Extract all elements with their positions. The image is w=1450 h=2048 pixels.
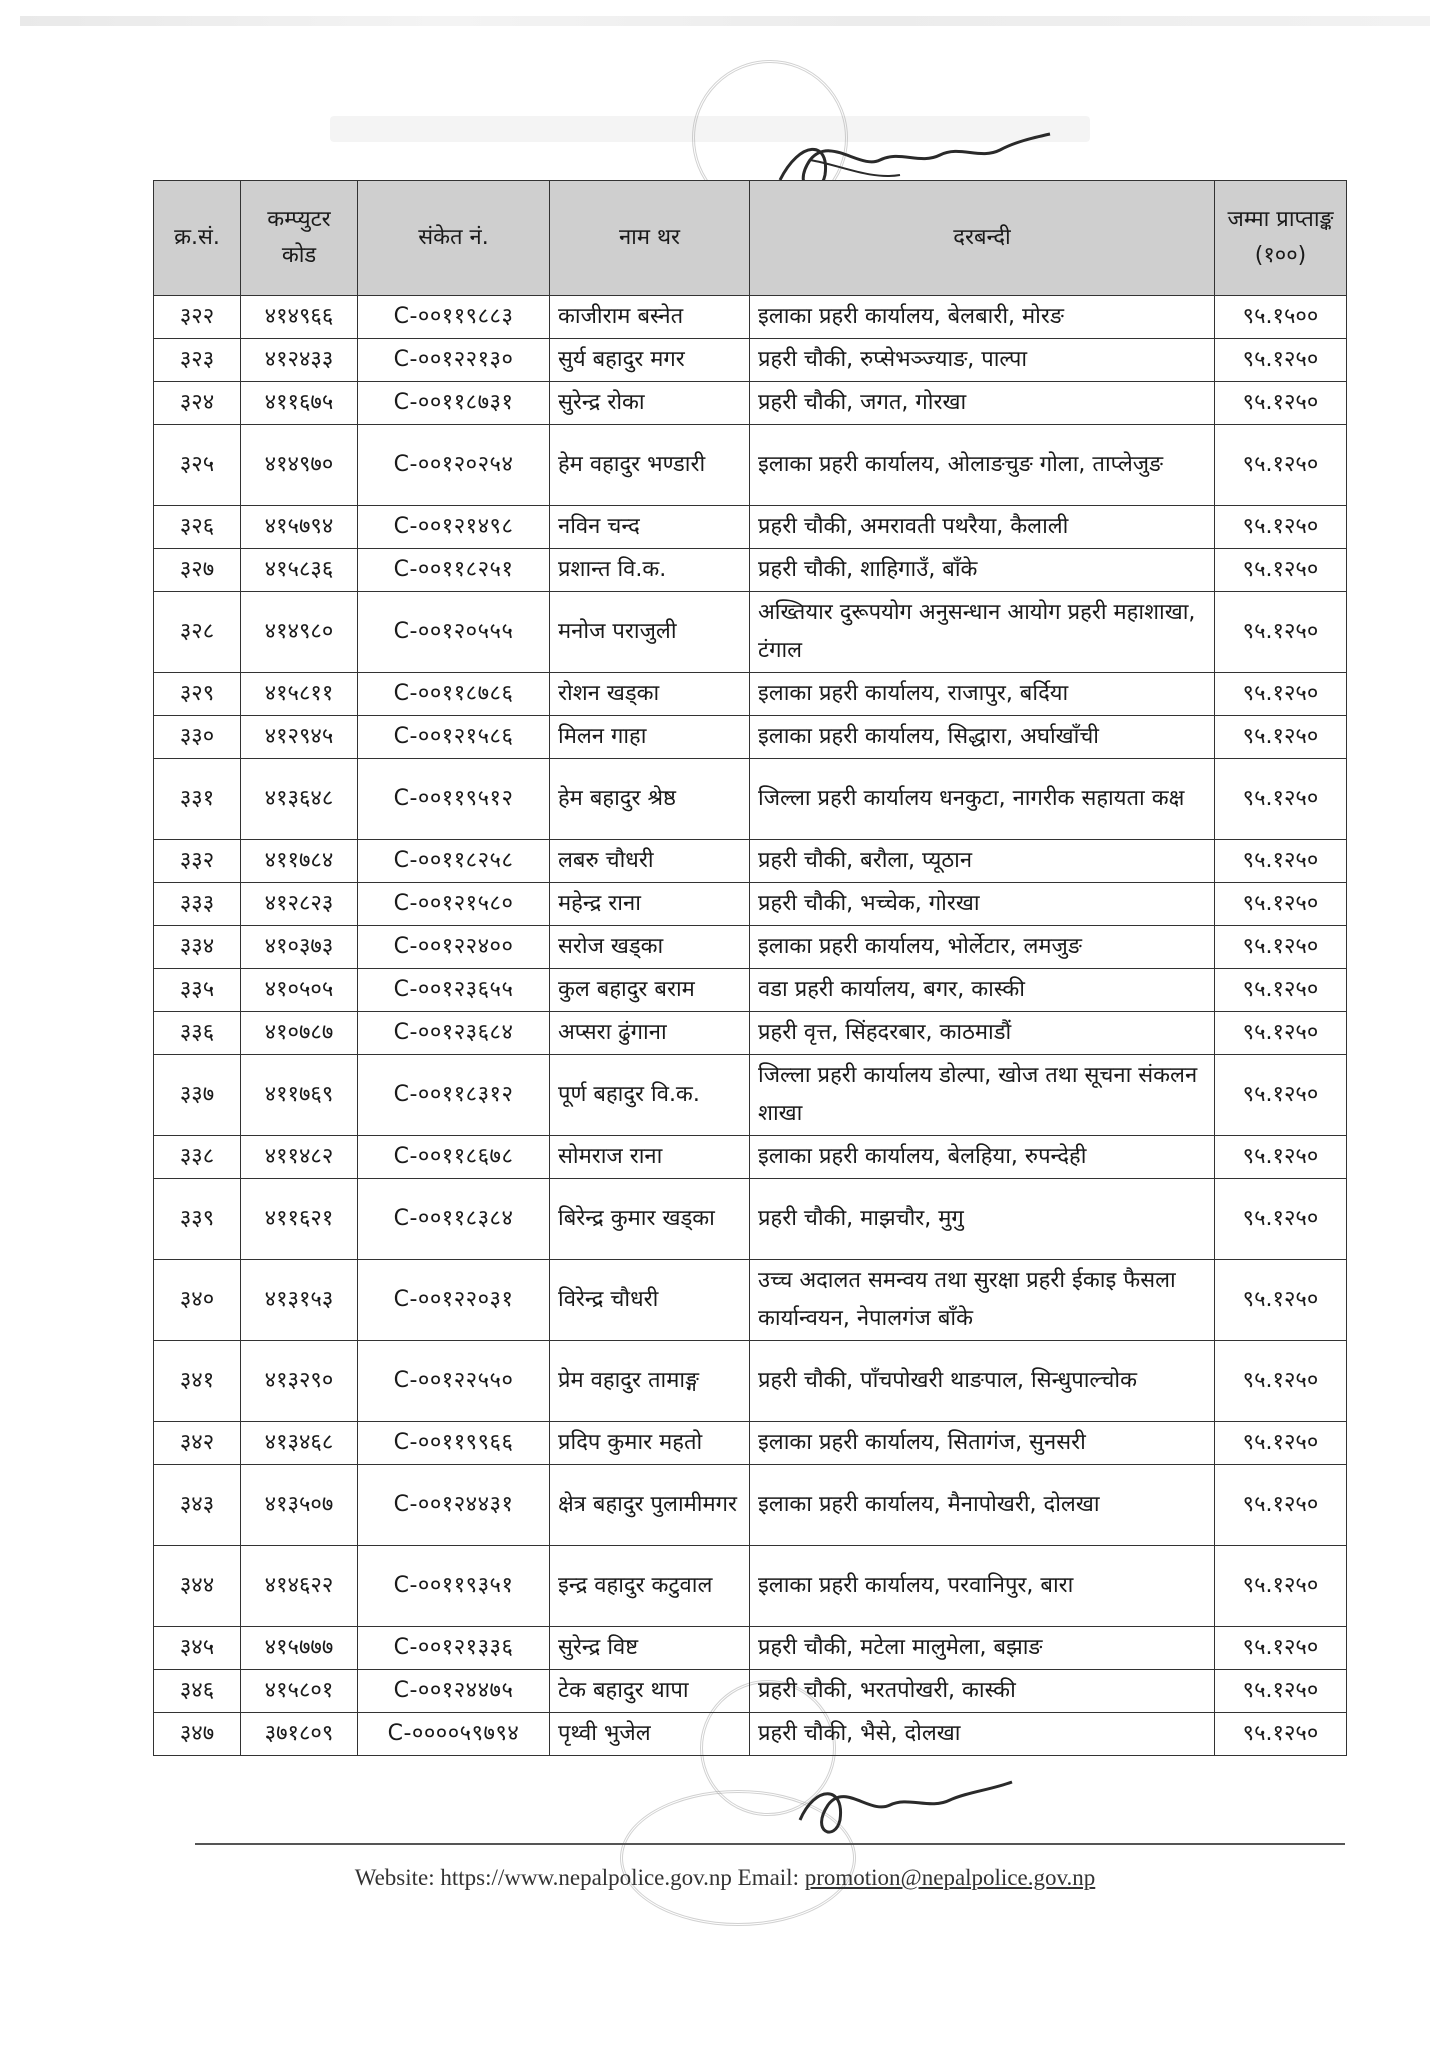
cell-total-marks: ९५.१२५० [1215,1713,1347,1756]
table-row [154,1670,1347,1713]
cell-symbol-no: C-००११९३५१ [358,1546,550,1627]
cell-computer-code: ४११७८४ [241,840,358,883]
table-row [154,339,1347,382]
cell-posting: प्रहरी चौकी, भैसे, दोलखा [750,1713,1215,1756]
footer-divider [195,1843,1345,1845]
cell-sn: ३३९ [154,1179,241,1260]
table-row [154,1341,1347,1422]
cell-name: मिलन गाहा [550,716,750,759]
cell-sn: ३४० [154,1260,241,1341]
table-row [154,425,1347,506]
cell-sn: ३४२ [154,1422,241,1465]
cell-computer-code: ४१२४३३ [241,339,358,382]
col-header-posting: दरबन्दी [750,181,1215,296]
faded-heading [330,116,1090,142]
cell-posting: प्रहरी चौकी, भरतपोखरी, कास्की [750,1670,1215,1713]
table-row [154,1055,1347,1136]
cell-total-marks: ९५.१२५० [1215,926,1347,969]
cell-posting: प्रहरी वृत्त, सिंहदरबार, काठमाडौं [750,1012,1215,1055]
office-stamp-icon [620,1790,856,1926]
cell-symbol-no: C-००१२०५५५ [358,592,550,673]
cell-symbol-no: C-००१२२५५० [358,1341,550,1422]
cell-sn: ३३२ [154,840,241,883]
cell-sn: ३२२ [154,296,241,339]
cell-name: क्षेत्र बहादुर पुलामीमगर [550,1465,750,1546]
cell-total-marks: ९५.१२५० [1215,840,1347,883]
cell-total-marks: ९५.१२५० [1215,883,1347,926]
cell-computer-code: ४१३१५३ [241,1260,358,1341]
cell-sn: ३३७ [154,1055,241,1136]
cell-name: प्रेम वहादुर तामाङ्ग [550,1341,750,1422]
cell-computer-code: ३७१८०९ [241,1713,358,1756]
cell-posting: इलाका प्रहरी कार्यालय, ओलाङचुङ गोला, ताप्लेजुङ [750,425,1215,506]
cell-total-marks: ९५.१२५० [1215,1465,1347,1546]
cell-sn: ३४३ [154,1465,241,1546]
table-row [154,1465,1347,1546]
table-row [154,592,1347,673]
cell-symbol-no: C-००१२४४३१ [358,1465,550,1546]
cell-posting: प्रहरी चौकी, बरौला, प्यूठान [750,840,1215,883]
cell-computer-code: ४१३६४८ [241,759,358,840]
cell-computer-code: ४१०५०५ [241,969,358,1012]
cell-sn: ३४१ [154,1341,241,1422]
cell-posting: इलाका प्रहरी कार्यालय, राजापुर, बर्दिया [750,673,1215,716]
cell-sn: ३३० [154,716,241,759]
cell-name: मनोज पराजुली [550,592,750,673]
cell-name: लबरु चौधरी [550,840,750,883]
cell-sn: ३२४ [154,382,241,425]
cell-computer-code: ४१५७७७ [241,1627,358,1670]
cell-total-marks: ९५.१२५० [1215,382,1347,425]
table-row [154,382,1347,425]
cell-sn: ३४७ [154,1713,241,1756]
cell-symbol-no: C-००१२२०३१ [358,1260,550,1341]
cell-sn: ३२७ [154,549,241,592]
cell-symbol-no: C-००११८७३१ [358,382,550,425]
table-row [154,1012,1347,1055]
cell-symbol-no: C-००११८२५१ [358,549,550,592]
cell-name: नविन चन्द [550,506,750,549]
cell-name: टेक बहादुर थापा [550,1670,750,1713]
cell-posting: उच्च अदालत समन्वय तथा सुरक्षा प्रहरी ईकाइ फैसला कार्यान्वयन, नेपालगंज बाँके [750,1260,1215,1341]
cell-total-marks: ९५.१२५० [1215,549,1347,592]
cell-computer-code: ४१०३७३ [241,926,358,969]
cell-name: रोशन खड्का [550,673,750,716]
cell-computer-code: ४१४९८० [241,592,358,673]
cell-total-marks: ९५.१२५० [1215,592,1347,673]
cell-sn: ३४६ [154,1670,241,1713]
cell-posting: इलाका प्रहरी कार्यालय, बेलबारी, मोरङ [750,296,1215,339]
cell-total-marks: ९५.१२५० [1215,1179,1347,1260]
cell-symbol-no: C-००१२२४०० [358,926,550,969]
cell-symbol-no: C-००१२१५८० [358,883,550,926]
cell-symbol-no: C-००१२१३३६ [358,1627,550,1670]
cell-posting: प्रहरी चौकी, अमरावती पथरैया, कैलाली [750,506,1215,549]
cell-sn: ३३५ [154,969,241,1012]
table-row [154,759,1347,840]
cell-total-marks: ९५.१२५० [1215,1627,1347,1670]
cell-posting: अख्तियार दुरूपयोग अनुसन्धान आयोग प्रहरी महाशाखा, टंगाल [750,592,1215,673]
cell-name: प्रदिप कुमार महतो [550,1422,750,1465]
cell-symbol-no: C-००११९९६६ [358,1422,550,1465]
cell-computer-code: ४१४९७० [241,425,358,506]
cell-total-marks: ९५.१२५० [1215,716,1347,759]
cell-computer-code: ४१३५०७ [241,1465,358,1546]
cell-computer-code: ४१३४६८ [241,1422,358,1465]
cell-computer-code: ४१५८३६ [241,549,358,592]
cell-computer-code: ४१३२९० [241,1341,358,1422]
table-row [154,549,1347,592]
cell-name: सरोज खड्का [550,926,750,969]
cell-symbol-no: C-००११८७८६ [358,673,550,716]
cell-posting: प्रहरी चौकी, भच्चेक, गोरखा [750,883,1215,926]
cell-name: काजीराम बस्नेत [550,296,750,339]
cell-computer-code: ४१२९४५ [241,716,358,759]
cell-posting: प्रहरी चौकी, माझचौर, मुगु [750,1179,1215,1260]
table-row [154,926,1347,969]
cell-total-marks: ९५.१२५० [1215,1012,1347,1055]
cell-sn: ३४४ [154,1546,241,1627]
signature-icon [790,1770,1020,1850]
table-row [154,673,1347,716]
cell-sn: ३४५ [154,1627,241,1670]
email-label: Email: [737,1865,799,1890]
table-row [154,1546,1347,1627]
results-table [153,180,1347,1756]
table-row [154,716,1347,759]
table-row [154,840,1347,883]
cell-sn: ३२६ [154,506,241,549]
cell-name: हेम वहादुर भण्डारी [550,425,750,506]
cell-name: सोमराज राना [550,1136,750,1179]
cell-computer-code: ४१२८२३ [241,883,358,926]
cell-posting: इलाका प्रहरी कार्यालय, बेलहिया, रुपन्देही [750,1136,1215,1179]
cell-posting: इलाका प्रहरी कार्यालय, सिद्धारा, अर्घाखाँची [750,716,1215,759]
cell-computer-code: ४१५८११ [241,673,358,716]
cell-total-marks: ९५.१२५० [1215,1546,1347,1627]
cell-sn: ३२८ [154,592,241,673]
cell-name: सुरेन्द्र रोका [550,382,750,425]
cell-symbol-no: C-००११८३८४ [358,1179,550,1260]
cell-sn: ३३६ [154,1012,241,1055]
cell-name: सुर्य बहादुर मगर [550,339,750,382]
cell-sn: ३३४ [154,926,241,969]
cell-sn: ३३१ [154,759,241,840]
cell-sn: ३३८ [154,1136,241,1179]
website-link[interactable]: https://www.nepalpolice.gov.np [440,1865,732,1890]
cell-posting: इलाका प्रहरी कार्यालय, परवानिपुर, बारा [750,1546,1215,1627]
cell-name: बिरेन्द्र कुमार खड्का [550,1179,750,1260]
cell-posting: जिल्ला प्रहरी कार्यालय डोल्पा, खोज तथा सूचना संकलन शाखा [750,1055,1215,1136]
footer [0,1865,1450,1891]
cell-computer-code: ४१०७८७ [241,1012,358,1055]
cell-posting: प्रहरी चौकी, मटेला मालुमेला, बझाङ [750,1627,1215,1670]
table-row [154,296,1347,339]
cell-computer-code: ४१४९६६ [241,296,358,339]
cell-total-marks: ९५.१२५० [1215,425,1347,506]
cell-name: पृथ्वी भुजेल [550,1713,750,1756]
cell-symbol-no: C-००१२३६८४ [358,1012,550,1055]
cell-sn: ३२९ [154,673,241,716]
cell-sn: ३२३ [154,339,241,382]
cell-total-marks: ९५.१२५० [1215,1422,1347,1465]
cell-computer-code: ४११६२१ [241,1179,358,1260]
cell-total-marks: ९५.१२५० [1215,673,1347,716]
table-row [154,1179,1347,1260]
cell-posting: प्रहरी चौकी, शाहिगाउँ, बाँके [750,549,1215,592]
cell-total-marks: ९५.१५०० [1215,296,1347,339]
col-header-name: नाम थर [550,181,750,296]
cell-symbol-no: C-००११८६७८ [358,1136,550,1179]
col-header-total-marks: जम्मा प्राप्ताङ्क (१००) [1215,181,1347,296]
table-header-row [154,181,1347,296]
cell-posting: इलाका प्रहरी कार्यालय, मैनापोखरी, दोलखा [750,1465,1215,1546]
cell-name: पूर्ण बहादुर वि.क. [550,1055,750,1136]
cell-name: महेन्द्र राना [550,883,750,926]
cell-total-marks: ९५.१२५० [1215,1136,1347,1179]
website-label: Website: [354,1865,435,1890]
cell-symbol-no: C-००१२१४९८ [358,506,550,549]
cell-computer-code: ४११६७५ [241,382,358,425]
cell-symbol-no: C-००१२३६५५ [358,969,550,1012]
scan-edge [20,16,1430,26]
cell-total-marks: ९५.१२५० [1215,1341,1347,1422]
cell-posting: प्रहरी चौकी, जगत, गोरखा [750,382,1215,425]
cell-name: इन्द्र वहादुर कटुवाल [550,1546,750,1627]
table-row [154,883,1347,926]
cell-symbol-no: C-००११८३१२ [358,1055,550,1136]
cell-symbol-no: C-००११९५१२ [358,759,550,840]
cell-symbol-no: C-००११८२५८ [358,840,550,883]
cell-symbol-no: C-००१२०२५४ [358,425,550,506]
cell-name: कुल बहादुर बराम [550,969,750,1012]
cell-computer-code: ४११४८२ [241,1136,358,1179]
table-row [154,506,1347,549]
table-row [154,1260,1347,1341]
cell-name: अप्सरा ढुंगाना [550,1012,750,1055]
cell-computer-code: ४१५८०१ [241,1670,358,1713]
col-header-computer-code: कम्प्युटर कोड [241,181,358,296]
table-body [154,296,1347,1756]
cell-total-marks: ९५.१२५० [1215,1670,1347,1713]
table-row [154,1422,1347,1465]
table-row [154,1136,1347,1179]
cell-computer-code: ४११७६९ [241,1055,358,1136]
cell-posting: वडा प्रहरी कार्यालय, बगर, कास्की [750,969,1215,1012]
cell-symbol-no: C-००००५९७९४ [358,1713,550,1756]
cell-total-marks: ९५.१२५० [1215,1260,1347,1341]
cell-symbol-no: C-००११९८८३ [358,296,550,339]
cell-symbol-no: C-००१२४४७५ [358,1670,550,1713]
cell-name: प्रशान्त वि.क. [550,549,750,592]
table-row [154,969,1347,1012]
cell-total-marks: ९५.१२५० [1215,339,1347,382]
cell-computer-code: ४१४६२२ [241,1546,358,1627]
col-header-symbol-no: संकेत नं. [358,181,550,296]
cell-name: विरेन्द्र चौधरी [550,1260,750,1341]
cell-computer-code: ४१५७९४ [241,506,358,549]
cell-total-marks: ९५.१२५० [1215,759,1347,840]
cell-total-marks: ९५.१२५० [1215,506,1347,549]
cell-posting: इलाका प्रहरी कार्यालय, सितागंज, सुनसरी [750,1422,1215,1465]
cell-sn: ३३३ [154,883,241,926]
col-header-sn: क्र.सं. [154,181,241,296]
cell-sn: ३२५ [154,425,241,506]
cell-posting: प्रहरी चौकी, रुप्सेभञ्ज्याङ, पाल्पा [750,339,1215,382]
cell-name: सुरेन्द्र विष्ट [550,1627,750,1670]
email-link[interactable]: promotion@nepalpolice.gov.np [804,1865,1096,1890]
cell-total-marks: ९५.१२५० [1215,1055,1347,1136]
cell-symbol-no: C-००१२२१३० [358,339,550,382]
table-row [154,1627,1347,1670]
cell-symbol-no: C-००१२१५८६ [358,716,550,759]
cell-posting: जिल्ला प्रहरी कार्यालय धनकुटा, नागरीक सहायता कक्ष [750,759,1215,840]
cell-posting: प्रहरी चौकी, पाँचपोखरी थाङपाल, सिन्धुपाल्चोक [750,1341,1215,1422]
table-row [154,1713,1347,1756]
cell-name: हेम बहादुर श्रेष्ठ [550,759,750,840]
cell-total-marks: ९५.१२५० [1215,969,1347,1012]
cell-posting: इलाका प्रहरी कार्यालय, भोर्लेटार, लमजुङ [750,926,1215,969]
